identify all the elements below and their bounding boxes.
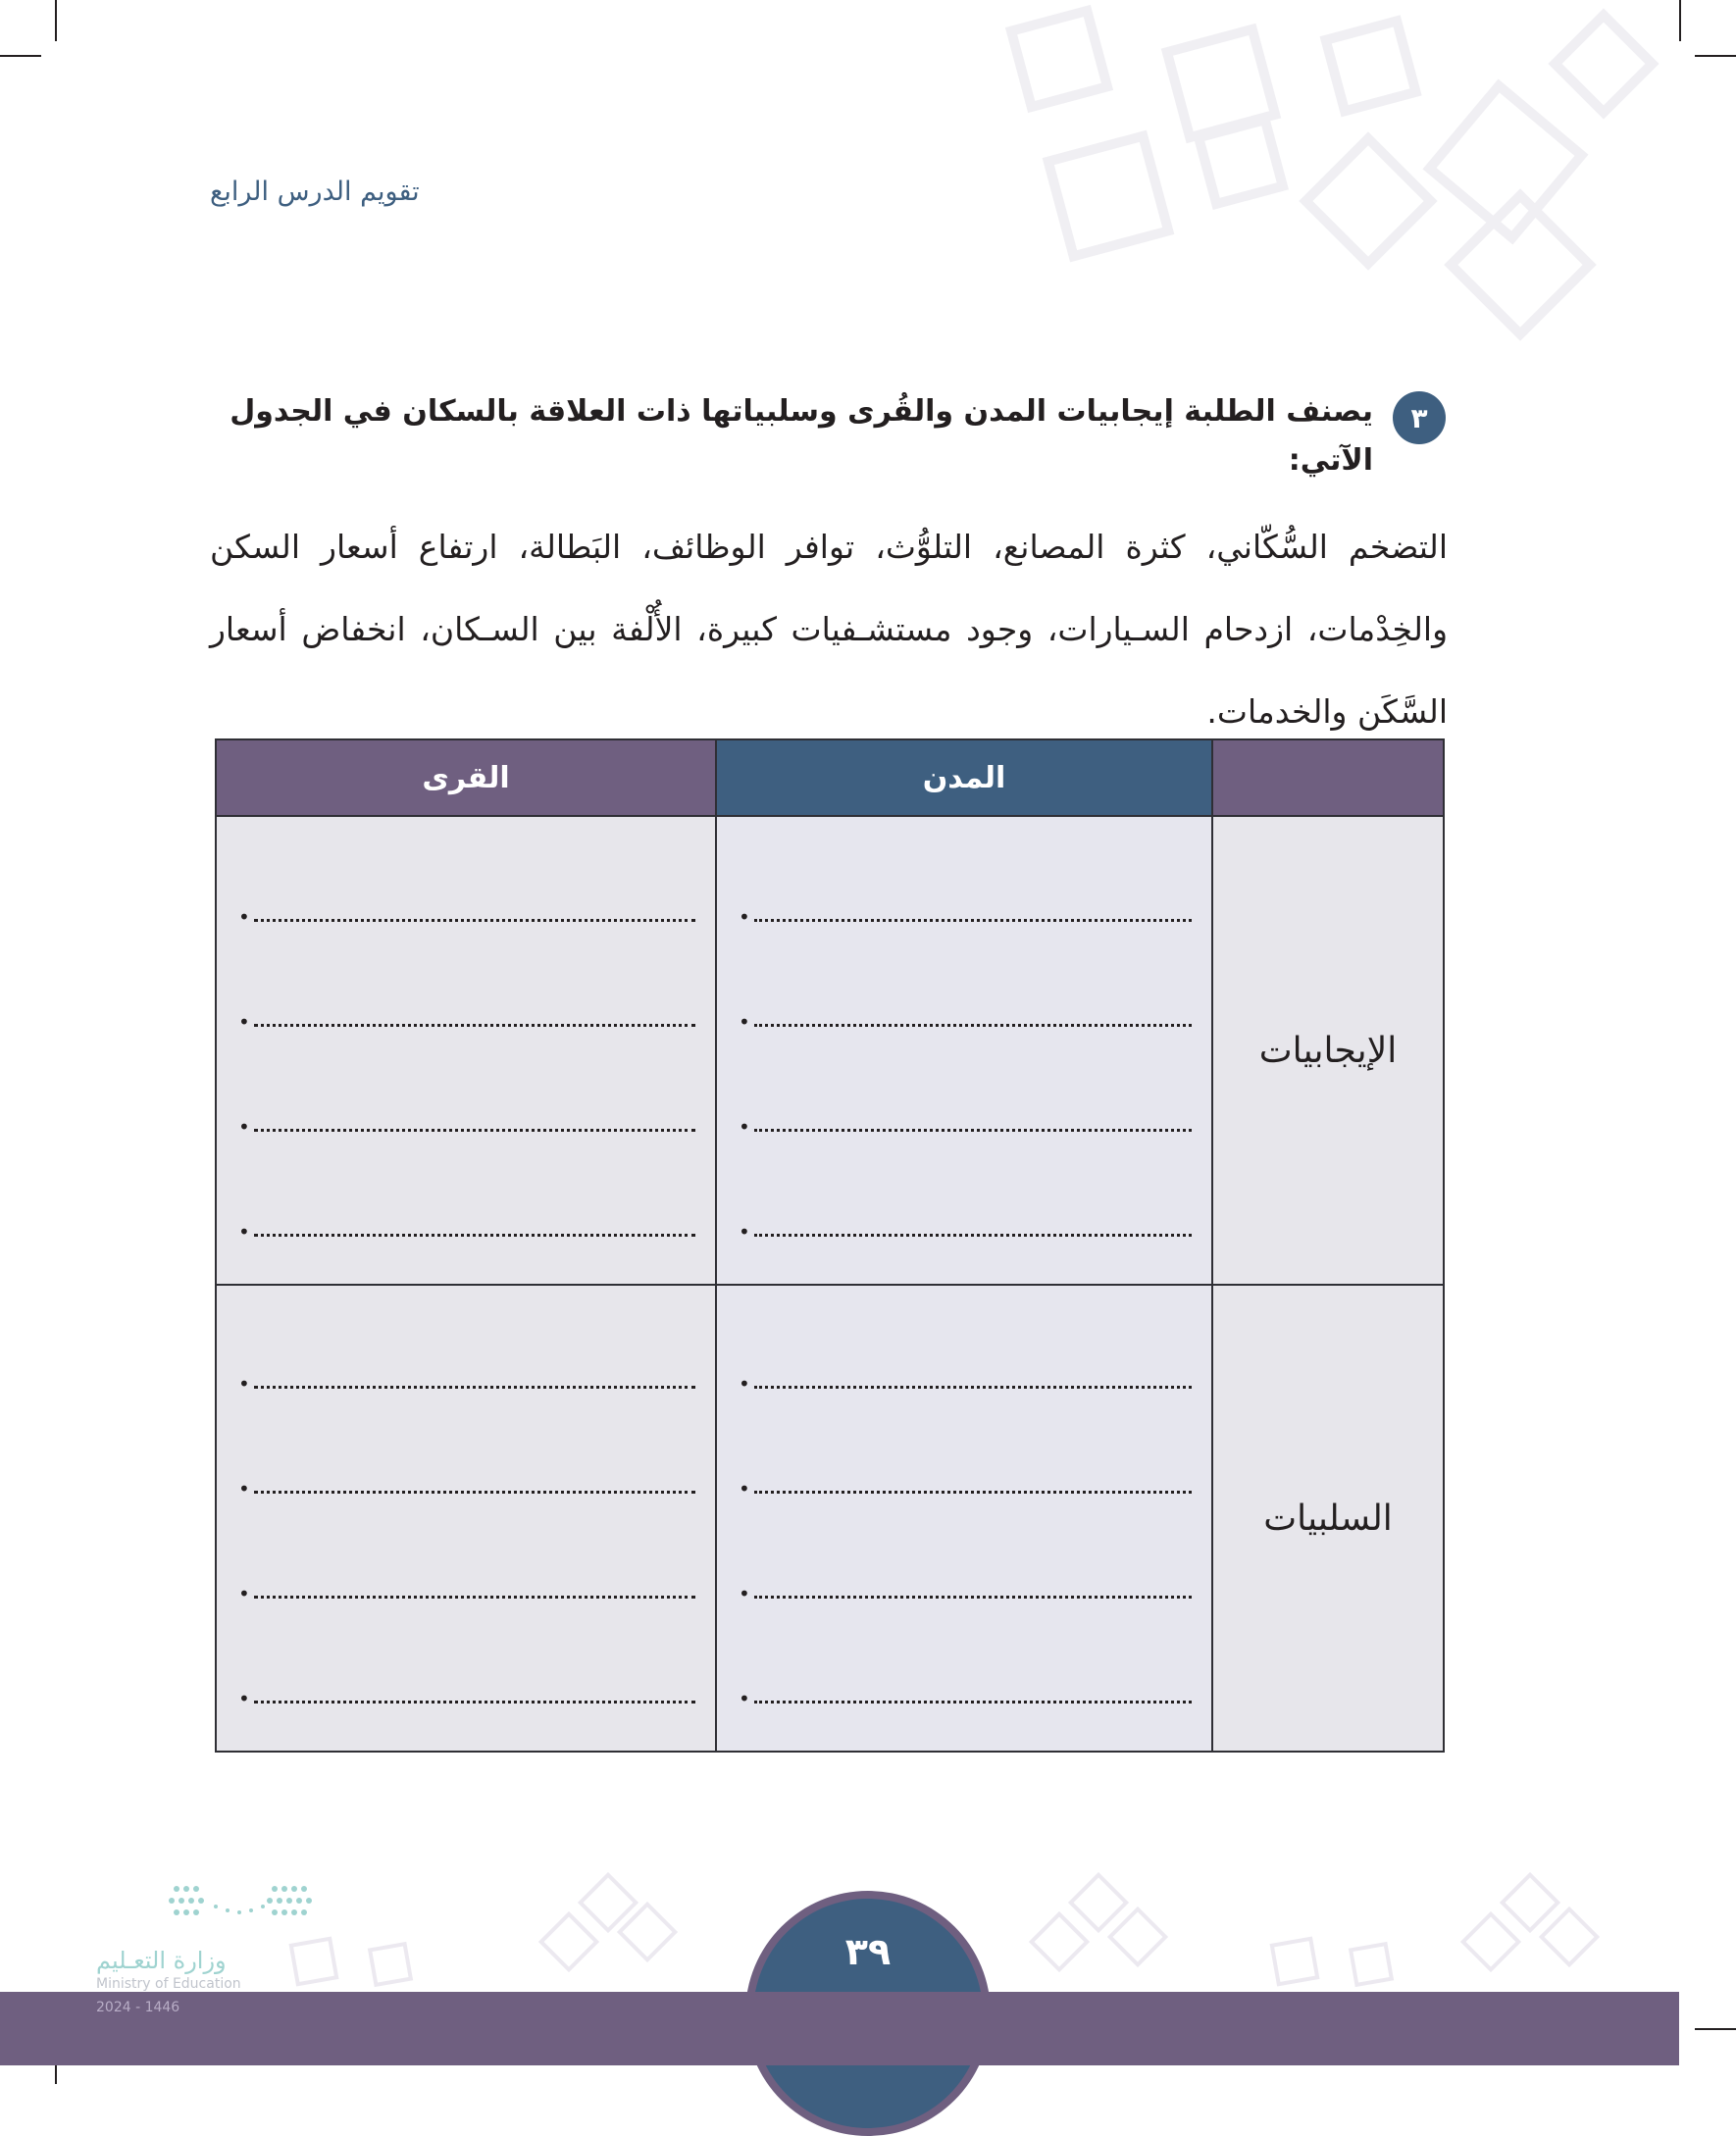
table-corner-header [1212,739,1444,816]
ministry-name: وزارة التعـليم [96,1947,227,1974]
classification-table [215,738,1445,1753]
answer-line[interactable]: • [739,1179,1192,1284]
answer-cell-villages-advantages [216,816,716,1285]
column-header-cities: المدن [716,739,1212,816]
answer-line[interactable]: • [739,1436,1192,1541]
lesson-review-title: تقويم الدرس الرابع [210,177,420,207]
answer-line[interactable]: • [739,969,1192,1074]
answer-line[interactable]: • [739,1541,1192,1646]
page-number: ٣٩ [844,1930,892,1973]
question-number-badge: ٣ [1393,391,1446,444]
answer-cell-cities-advantages [716,816,1212,1285]
answer-cell-villages-disadvantages [216,1285,716,1752]
row-label-advantages: الإيجابيات [1212,816,1444,1285]
row-label-disadvantages: السلبيات [1212,1285,1444,1752]
ministry-logo-icon [167,1881,324,1935]
answer-line[interactable]: • [238,1331,695,1436]
answer-line[interactable]: • [238,1074,695,1179]
answer-line[interactable]: • [238,1646,695,1751]
table-header-row [216,739,1444,816]
answer-line[interactable]: • [238,1436,695,1541]
table-row-advantages [216,816,1444,1285]
answer-line[interactable]: • [238,1541,695,1646]
answer-line[interactable]: • [739,1074,1192,1179]
word-bank-paragraph: التضخم السُّكّاني، كثرة المصانع، التلوُّث، توافر الوظائف، البَطالة، ارتفاع أسعار السكن والخِدْمات، ازدحام السـيارات، وجود مستشـفيات كبيرة، الأُلْفة بين السـكان، انخفاض أسعار السَّكَن والخدمات. [210,528,1448,731]
answer-cell-cities-disadvantages [716,1285,1212,1752]
question-instruction: يصنف الطلبة إيجابيات المدن والقُرى وسلبياتها ذات العلاقة بالسكان في الجدول الآتي: [230,394,1373,478]
answer-line[interactable]: • [739,1646,1192,1751]
answer-line[interactable]: • [238,1179,695,1284]
answer-line[interactable]: • [739,864,1192,969]
column-header-villages: القرى [216,739,716,816]
crop-mark [1695,2028,1736,2030]
footer-band [0,1992,1679,2065]
table-row-disadvantages [216,1285,1444,1752]
answer-line[interactable]: • [238,864,695,969]
answer-line[interactable]: • [238,969,695,1074]
answer-line[interactable]: • [739,1331,1192,1436]
ministry-english-name: Ministry of Education [96,1976,241,1992]
edition-year: 2024 - 1446 [96,2000,180,2015]
